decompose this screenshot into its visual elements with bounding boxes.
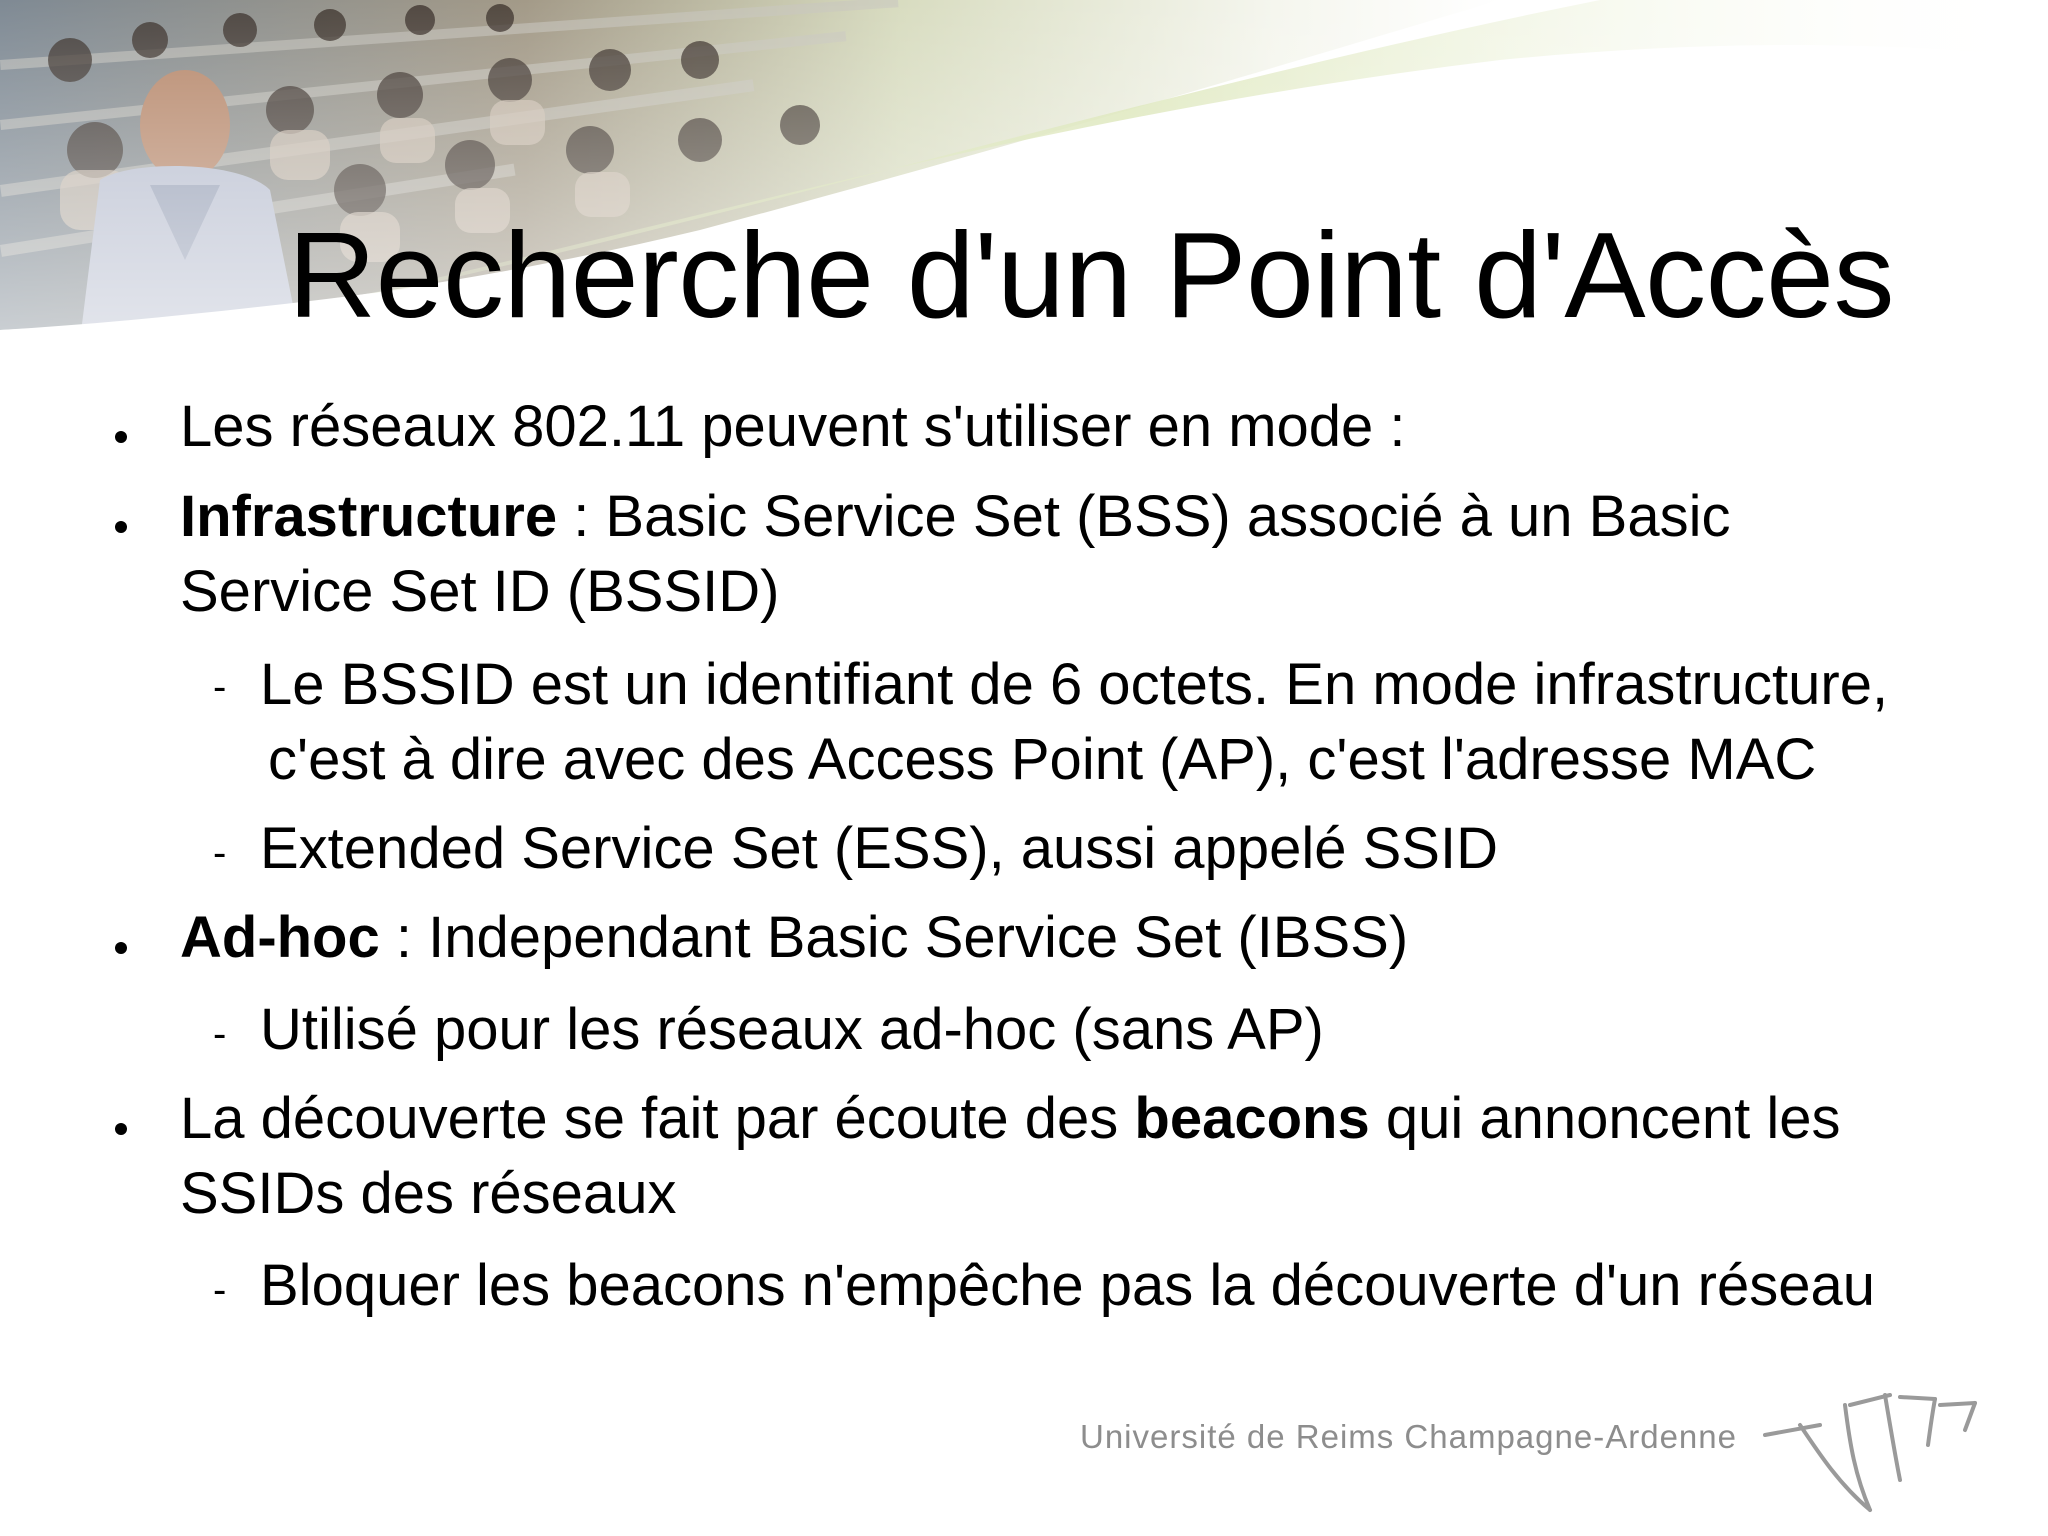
slide-title: Recherche d'un Point d'Accès [288,207,1894,343]
bullet-dot [115,431,127,443]
sub-bullet-dash: - [213,831,227,875]
bullet-4-line-1 [180,1086,1841,1151]
bullet-dot [115,942,127,954]
sub-bullet-dash: - [213,665,227,709]
bullet-dot [115,521,127,533]
bullet-3-line [180,905,1409,970]
bullet-2-line-2: Service Set ID (BSSID) [180,559,780,624]
footer-university-name: Université de Reims Champagne-Ardenne [1080,1418,1737,1455]
sub-bullet-dash: - [213,1012,227,1056]
bullet-3-bold: Ad-hoc [180,905,380,970]
bullet-3-text: : Independant Basic Service Set (IBSS) [379,905,1409,970]
bullet-4-line-2: SSIDs des réseaux [180,1161,677,1226]
sub-4-text: Bloquer les beacons n'empêche pas la découverte d'un réseau [260,1253,1875,1318]
bullet-4-bold: beacons [1134,1086,1370,1151]
bullet-2-bold: Infrastructure [180,484,558,549]
sub-3-text: Utilisé pour les réseaux ad-hoc (sans AP) [260,997,1324,1062]
bullet-2-text: : Basic Service Set (BSS) associé à un Basic [557,484,1731,549]
sub-1-line-1: Le BSSID est un identifiant de 6 octets. En mode infrastructure, [260,652,1889,717]
sub-1-line-2: c'est à dire avec des Access Point (AP), c'est l'adresse MAC [268,727,1817,792]
bullet-4-text-before: La découverte se fait par écoute des [180,1086,1135,1151]
sub-2-text: Extended Service Set (ESS), aussi appelé SSID [260,816,1498,881]
bullet-2-line-1 [180,484,1731,549]
bullet-1-text: Les réseaux 802.11 peuvent s'utiliser en mode : [180,394,1406,459]
university-logo-icon [1760,1385,1990,1520]
bullet-4-text-after: qui annoncent les [1369,1086,1841,1151]
sub-bullet-dash: - [213,1268,227,1312]
bullet-dot [115,1123,127,1135]
